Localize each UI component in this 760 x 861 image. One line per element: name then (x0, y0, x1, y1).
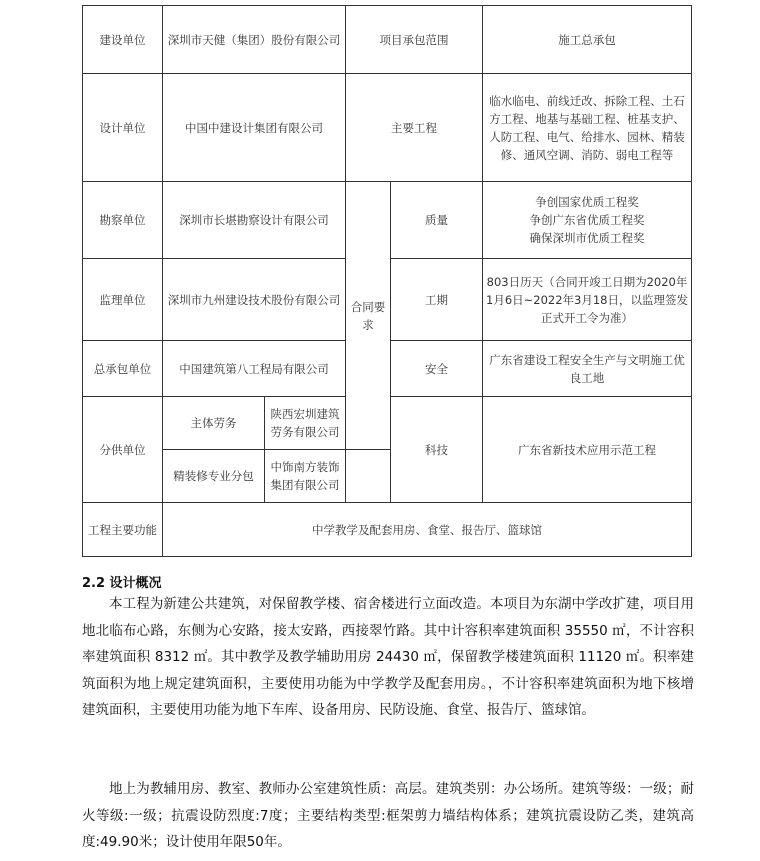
general-contractor-value: 中国建筑第八工程局有限公司 (163, 341, 346, 397)
contract-scope-label: 项目承包范围 (346, 6, 483, 74)
construction-unit-value: 深圳市天健（集团）股份有限公司 (163, 6, 346, 74)
construction-unit-label: 建设单位 (83, 6, 163, 74)
table-row (83, 182, 692, 259)
design-unit-value: 中国中建设计集团有限公司 (163, 74, 346, 182)
design-unit-label: 设计单位 (83, 74, 163, 182)
main-works-label: 主要工程 (346, 74, 483, 182)
table-row (83, 6, 692, 74)
main-function-label: 工程主要功能 (83, 503, 163, 557)
labor-subcontract-label: 主体劳务 (163, 397, 265, 450)
finishing-subcontract-value: 中饰南方装饰集团有限公司 (265, 450, 346, 503)
general-contractor-label: 总承包单位 (83, 341, 163, 397)
supervision-unit-label: 监理单位 (83, 259, 163, 341)
safety-value: 广东省建设工程安全生产与文明施工优良工地 (483, 341, 692, 397)
overview-paragraph: 本工程为新建公共建筑，对保留教学楼、宿舍楼进行立面改造。本项目为东湖中学改扩建，项目用地北临布心路，东侧为心安路，接太安路，西接翠竹路。其中计容积率建筑面积 35550 ㎡，不计容积率建筑面积 8312 ㎡。其中教学及教学辅助用房 24430 ㎡，保留教学楼建筑面积 11120 ㎡。积率建筑面积为地上规定建筑面积，主要使用功能为中学教学及配套用房。，不计容积率建筑面积为地下核增建筑面积，主要使用功能为地下车库、设备用房、民防设施、食堂、报告厅、篮球馆。 (82, 596, 694, 718)
table-row (83, 74, 692, 182)
technology-value: 广东省新技术应用示范工程 (483, 397, 692, 503)
section-heading: 2.2 设计概况 (82, 576, 162, 591)
labor-subcontract-value: 陕西宏圳建筑劳务有限公司 (265, 397, 346, 450)
main-function-value: 中学教学及配套用房、食堂、报告厅、篮球馆 (163, 503, 692, 557)
quality-value: 争创国家优质工程奖 争创广东省优质工程奖 确保深圳市优质工程奖 (483, 182, 692, 259)
contract-scope-value: 施工总承包 (483, 6, 692, 74)
supervision-unit-value: 深圳市九州建设技术股份有限公司 (163, 259, 346, 341)
building-class-paragraph: 地上为教辅用房、教室、教师办公室建筑性质：高层。建筑类别：办公场所。建筑等级：一级；耐火等级:一级；抗震设防烈度:7度；主要结构类型:框架剪力墙结构体系；建筑抗震设防乙类，建筑高度:49.90米；设计使用年限50年。 (82, 781, 694, 850)
table-row (83, 503, 692, 557)
finishing-subcontract-label: 精装修专业分包 (163, 450, 265, 503)
technology-label: 科技 (391, 397, 483, 503)
schedule-label: 工期 (391, 259, 483, 341)
survey-unit-label: 勘察单位 (83, 182, 163, 259)
safety-label: 安全 (391, 341, 483, 397)
survey-unit-value: 深圳市长堪勘察设计有限公司 (163, 182, 346, 259)
contract-requirements-label: 合同要求 (346, 182, 391, 450)
quality-label: 质量 (391, 182, 483, 259)
main-works-value: 临水临电、前线迁改、拆除工程、土石方工程、地基与基础工程、桩基支护、人防工程、电气、给排水、园林、精装修、通风空调、消防、弱电工程等 (483, 74, 692, 182)
subcontractor-label: 分供单位 (83, 397, 163, 503)
project-info-table (82, 5, 692, 557)
schedule-value: 803日历天（合同开竣工日期为2020年1月6日~2022年3月18日，以监理签发正式开工令为准） (483, 259, 692, 341)
